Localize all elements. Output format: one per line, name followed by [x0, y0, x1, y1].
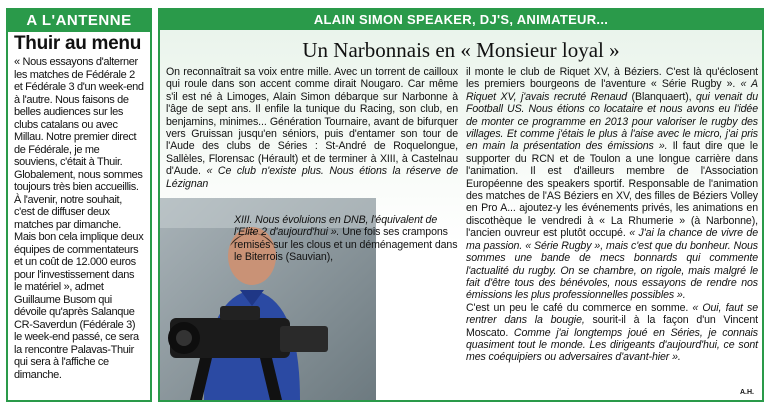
col1-quote: « Ce club n'existe plus. Nous étions la réserve de Lézignan: [166, 165, 458, 190]
sidebar-title: Thuir au menu: [14, 33, 141, 54]
col2-p3c: sourit-il à la façon d'un Vincent Moscato.: [466, 314, 758, 339]
article-column-right: [466, 66, 758, 364]
article-rubric: ALAIN SIMON SPEAKER, DJ'S, ANIMATEUR...: [160, 10, 762, 30]
col1-side-text: Une fois ses crampons remisés sur les clous et un déménagement dans le Biterrois (Sauvian),: [234, 226, 458, 264]
col2-p2b: « J'ai la chance de vivre de ma passion. « Série Rugby », mais c'est que du bonheur. Nous sommes une bande de mecs bonnards qui commente l'actualité du rugby. On se chambre, on rigole, mais malgré le fait d'être tous des bénévoles, nous essayons de rendre nos émissions les plus professionnelles possibles ».: [466, 227, 758, 302]
sidebar-box: [6, 8, 152, 402]
col2-p3b: « Oui, faut se rentrer dans la bougie,: [466, 301, 759, 327]
col2-p3d: Comme j'ai longtemps joué en Séries, je connais quasiment tout le monde. Les dirigeants d'aujourd'hui, ce sont mes coéquipiers ou adversaires d'avant-hier ».: [466, 326, 759, 364]
col1-paragraph: On reconnaîtrait sa voix entre mille. Avec un torrent de cailloux qui roule dans son accent comme dirait Nougaro. Car même s'il est né à Limoges, Alain Simon débarque sur Narbonne à l'âge de sept ans. Il enfile la tunique du Racing, son club, en benjamins, minimes... Génération Tournaire, avant de bifurquer vers Gruissan jusqu'en séniors, puis d'entamer son tour de l'Aude des clubs de Séries : St-André de Roquelongue, Sallèles, Florensac (Hérault) et de terminer à XIII, à Castelnau d'Aude.: [166, 66, 458, 178]
col2-p1c: (Blanquaert),: [631, 90, 692, 103]
article-headline: Un Narbonnais en « Monsieur loyal »: [302, 38, 620, 62]
author-signature: A.H.: [740, 389, 754, 396]
article-column-left: [166, 66, 458, 190]
col2-p3a: C'est un peu le café du commerce en somme.: [466, 301, 689, 314]
sidebar-text: « Nous essayons d'alterner les matches de Fédérale 2 et Fédérale 3 d'un week-end à l'autre. Nous faisons de belles audiences sur les clubs catalans ou avec Millau. Notre premier direct de Fédérale, je me souviens, c'était à Thuir. Globalement, nous sommes toujours très bien accueillis. À l'avenir, notre souhait, c'est de diffuser deux matches par dimanche. Mais bon cela implique deux équipes de commentateurs et un coût de 12.000 euros pour l'investissement dans le matériel », admet Guillaume Busom qui dévoile qu'après Salanque CR-Saverdun (Fédérale 3) le week-end passé, ce sera la rencontre Palavas-Thuir qui sera à l'affiche ce dimanche.: [14, 56, 144, 381]
col2-p1b: « A Riquet XV, j'avais recruté Renaud: [466, 78, 759, 103]
col1-wrapped-text: [234, 214, 458, 264]
col1-side-quote: XIII. Nous évoluions en DNB, l'équivalent de l'Elite 2 d'aujourd'hui ».: [234, 214, 438, 239]
col2-p1d: qui venait du Football US. Nous étions co locataire et nous avons eu l'idée de monter ce programme en 2013 pour valoriser le rugby des villages. Et comme j'étais le plus à l'aise avec le micro, j'ai pris en main la présentation des émissions ».: [466, 90, 758, 153]
col2-p1a: il monte le club de Riquet XV, à Béziers. C'est là qu'éclosent les premiers bourgeons de l'aventure « Série Rugby ».: [466, 66, 758, 91]
sidebar-rubric: A L'ANTENNE: [8, 10, 150, 32]
article-box: [158, 8, 764, 402]
col2-p2a: Il faut dire que le supporter du RCN et de Toulon a une longue carrière dans l'animation. Il est d'ailleurs membre de l'Association Européenne des speakers sportif. Responsable de l'animation des matches de l'AS Béziers en XV, des filles de Béziers Volley en Pro A... ajoutez-y les événements privés, les animations en discothèque le vendredi à « La Rhumerie » (à Narbonne), l'ancien ouvreur est plutôt occupé.: [466, 140, 758, 240]
